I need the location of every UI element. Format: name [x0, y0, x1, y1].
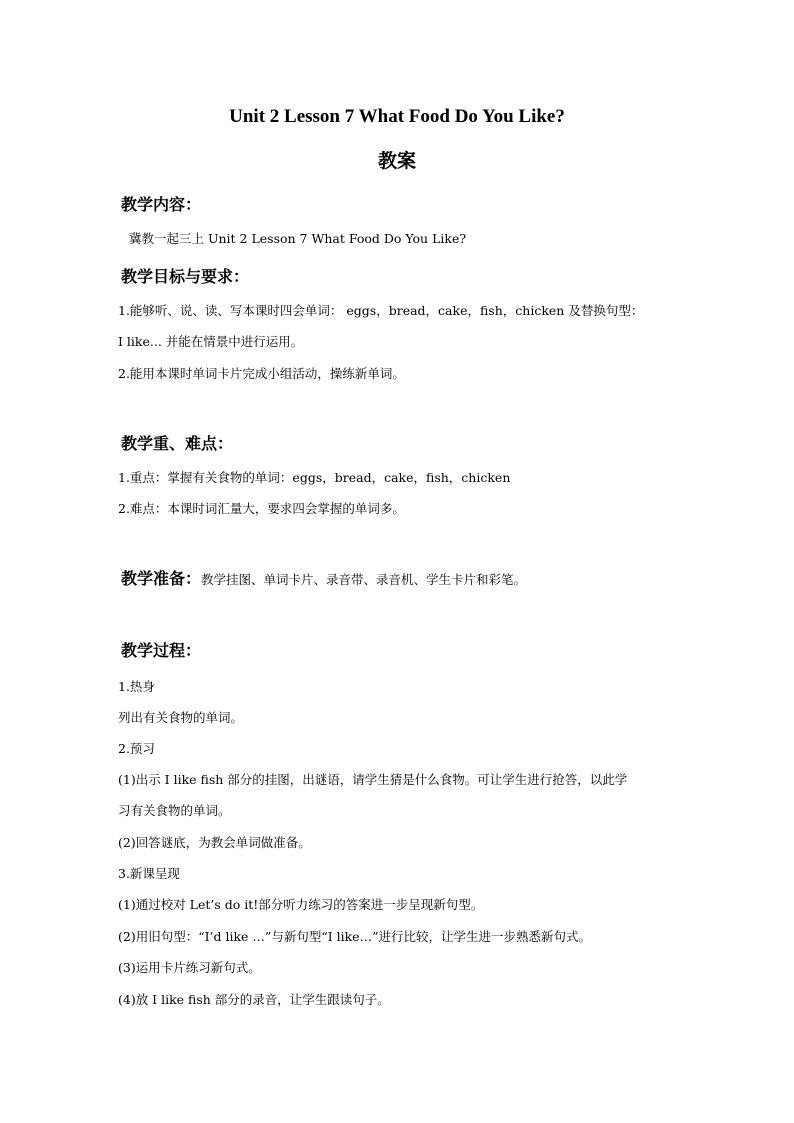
goals-line-3: 2.能用本课时单词卡片完成小组活动，操练新单词。: [118, 366, 405, 381]
goals-heading: 教学目标与要求：: [121, 267, 250, 286]
content-text: 冀教一起三上 Unit 2 Lesson 7 What Food Do You Like?: [129, 231, 467, 246]
process-line: (4)放 I like fish 部分的录音，让学生跟读句子。: [118, 992, 390, 1007]
process-heading: 教学过程：: [121, 641, 202, 660]
process-line: (1)通过校对 Let’s do it!部分听力练习的答案进一步呈现新句型。: [118, 897, 484, 912]
process-line: 习有关食物的单词。: [118, 803, 231, 818]
document-title: Unit 2 Lesson 7 What Food Do You Like?: [229, 106, 565, 127]
process-line: (2)回答谜底，为教会单词做准备。: [118, 835, 311, 850]
goals-line-1: 1.能够听、说、读、写本课时四会单词： eggs，bread，cake，fish，chicken 及替换句型：: [118, 303, 644, 318]
preparation-heading: 教学准备：: [121, 569, 202, 588]
key-points-line-1: 1.重点：掌握有关食物的单词：eggs，bread，cake，fish，chicken: [118, 470, 511, 485]
process-line: 1.热身: [118, 679, 155, 694]
preparation-text: 教学挂图、单词卡片、录音带、录音机、学生卡片和彩笔。: [201, 572, 527, 587]
process-line: (3)运用卡片练习新句式。: [118, 960, 261, 975]
key-points-line-2: 2.难点：本课时词汇量大，要求四会掌握的单词多。: [118, 501, 405, 516]
goals-line-2: I like... 并能在情景中进行运用。: [118, 334, 304, 349]
preparation-row: [121, 566, 526, 589]
process-line: 列出有关食物的单词。: [118, 710, 244, 725]
process-line: 3.新课呈现: [118, 866, 180, 881]
key-points-heading: 教学重、难点：: [121, 434, 234, 453]
content-heading: 教学内容：: [121, 195, 202, 214]
process-line: (2)用旧句型：“I’d like …”与新句型“I like…”进行比较，让学生进一步熟悉新句式。: [118, 929, 591, 944]
document-subtitle: 教案: [377, 150, 416, 172]
process-line: 2.预习: [118, 741, 155, 756]
process-line: (1)出示 I like fish 部分的挂图，出谜语，请学生猜是什么食物。可让学生进行抢答，以此学: [118, 772, 628, 787]
